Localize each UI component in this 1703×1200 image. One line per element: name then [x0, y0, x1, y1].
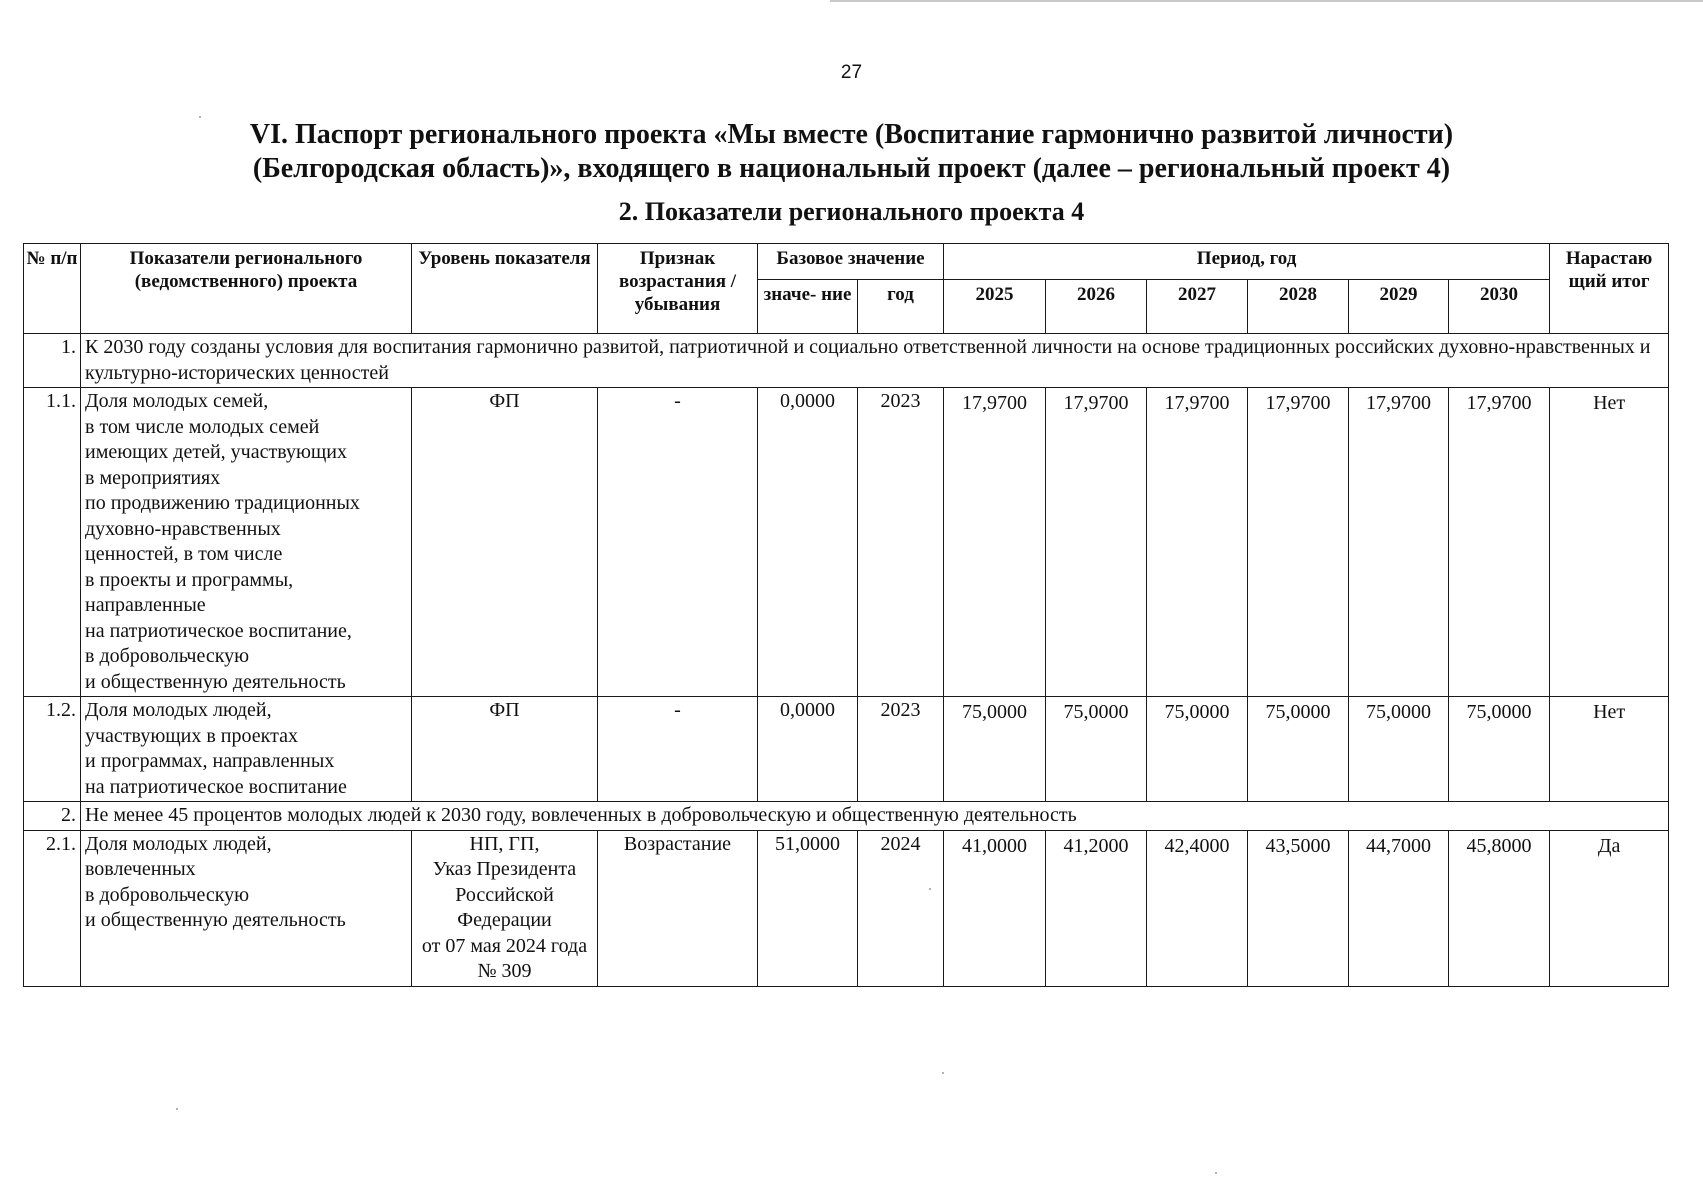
- value-2030: 17,9700: [1449, 388, 1550, 697]
- row-num: 2.1.: [24, 830, 81, 986]
- section-text: Не менее 45 процентов молодых людей к 2030 году, вовлеченных в добровольческую и общественную деятельность: [81, 802, 1669, 831]
- header-year-2027: 2027: [1147, 280, 1248, 334]
- value-2028: 43,5000: [1248, 830, 1349, 986]
- indicators-table: [23, 243, 1669, 987]
- cumulative-value: Да: [1550, 830, 1669, 986]
- header-period: Период, год: [944, 244, 1550, 280]
- value-2025: 75,0000: [944, 697, 1046, 802]
- value-2029: 17,9700: [1349, 388, 1449, 697]
- indicator-level: ФП: [412, 388, 598, 697]
- scan-speck: [199, 116, 201, 118]
- value-2025: 17,9700: [944, 388, 1046, 697]
- indicator-name: Доля молодых людей, вовлеченных в добровольческую и общественную деятельность: [81, 830, 412, 986]
- value-2025: 41,0000: [944, 830, 1046, 986]
- section-row-1: [24, 334, 1669, 388]
- cumulative-value: Нет: [1550, 388, 1669, 697]
- table-row-1-1: [24, 388, 1669, 697]
- header-sign: Признак возрастания / убывания: [598, 244, 758, 334]
- table-row-1-2: [24, 697, 1669, 802]
- table-row-2-1: [24, 830, 1669, 986]
- base-year: 2023: [858, 388, 944, 697]
- indicator-sign: -: [598, 388, 758, 697]
- value-2029: 75,0000: [1349, 697, 1449, 802]
- section-subtitle: 2. Показатели регионального проекта 4: [618, 197, 1085, 226]
- header-num: № п/п: [24, 244, 81, 334]
- scan-speck: [929, 888, 931, 890]
- value-2026: 17,9700: [1046, 388, 1147, 697]
- title-line-2: (Белгородская область)», входящего в национальный проект (далее – региональный проект 4): [252, 153, 1451, 184]
- title-line-1: VI. Паспорт регионального проекта «Мы вместе (Воспитание гармонично развитой личности): [249, 119, 1454, 150]
- header-cumulative: Нарастаю щий итог: [1550, 244, 1669, 334]
- indicator-name: Доля молодых семей, в том числе молодых семей имеющих детей, участвующих в мероприятиях по продвижению традиционных духовно-нравственных ценностей, в том числе в проекты и программы, направленные на патриотическое воспитание, в добровольческую и общественную деятельность: [81, 388, 412, 697]
- value-2030: 45,8000: [1449, 830, 1550, 986]
- value-2026: 41,2000: [1046, 830, 1147, 986]
- header-year-2026: 2026: [1046, 280, 1147, 334]
- scan-speck: [942, 1072, 944, 1074]
- header-base-value: значе- ние: [758, 280, 858, 334]
- header-indicator: Показатели регионального (ведомственного) проекта: [81, 244, 412, 334]
- top-rule: [830, 0, 1703, 2]
- row-num: 1.1.: [24, 388, 81, 697]
- indicator-level: НП, ГП, Указ Президента Российской Федерации от 07 мая 2024 года № 309: [412, 830, 598, 986]
- section-row-2: [24, 802, 1669, 831]
- indicator-sign: -: [598, 697, 758, 802]
- value-2028: 75,0000: [1248, 697, 1349, 802]
- section-text: К 2030 году созданы условия для воспитания гармонично развитой, патриотичной и социально ответственной личности на основе традиционных российских духовно-нравственных и культурно-исторических ценностей: [81, 334, 1669, 388]
- scan-speck: [176, 1108, 178, 1110]
- indicator-name: Доля молодых людей, участвующих в проектах и программах, направленных на патриотическое воспитание: [81, 697, 412, 802]
- cumulative-value: Нет: [1550, 697, 1669, 802]
- header-base: Базовое значение: [758, 244, 944, 280]
- header-year-2025: 2025: [944, 280, 1046, 334]
- value-2027: 75,0000: [1147, 697, 1248, 802]
- header-level: Уровень показателя: [412, 244, 598, 334]
- row-num: 2.: [24, 802, 81, 831]
- header-base-year: год: [858, 280, 944, 334]
- scan-speck: [1215, 1172, 1217, 1174]
- header-year-2028: 2028: [1248, 280, 1349, 334]
- indicator-level: ФП: [412, 697, 598, 802]
- base-value: 0,0000: [758, 697, 858, 802]
- row-num: 1.2.: [24, 697, 81, 802]
- base-year: 2024: [858, 830, 944, 986]
- base-year: 2023: [858, 697, 944, 802]
- value-2027: 42,4000: [1147, 830, 1248, 986]
- page-number: 27: [840, 62, 863, 83]
- value-2029: 44,7000: [1349, 830, 1449, 986]
- document-title: [0, 118, 1703, 186]
- base-value: 51,0000: [758, 830, 858, 986]
- value-2030: 75,0000: [1449, 697, 1550, 802]
- header-year-2030: 2030: [1449, 280, 1550, 334]
- value-2028: 17,9700: [1248, 388, 1349, 697]
- value-2027: 17,9700: [1147, 388, 1248, 697]
- indicator-sign: Возрастание: [598, 830, 758, 986]
- row-num: 1.: [24, 334, 81, 388]
- base-value: 0,0000: [758, 388, 858, 697]
- header-year-2029: 2029: [1349, 280, 1449, 334]
- value-2026: 75,0000: [1046, 697, 1147, 802]
